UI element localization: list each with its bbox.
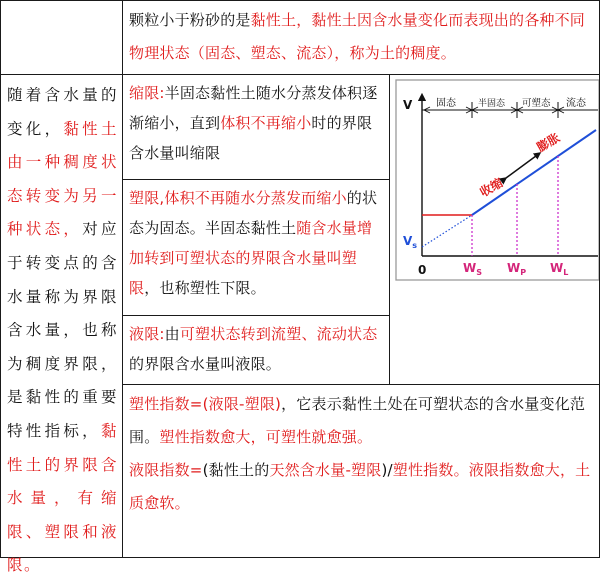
shrink-label: 收缩: [477, 175, 506, 200]
wp-label: $W_P$: [507, 261, 527, 277]
shrinkage-limit-text: [129, 78, 385, 168]
y-axis-label: V: [403, 98, 413, 112]
shrinkage-text-1: 半固态黏性土随水分蒸发体积逐渐缩小，直到: [129, 84, 378, 132]
liquidity-index-part-3: 天然含水量-塑限: [269, 461, 382, 479]
consistency-definition: [129, 4, 595, 70]
state-label-plastic: 可塑态: [522, 98, 551, 109]
indices-cell: [122, 384, 600, 558]
shrinkage-limit-cell: [122, 74, 390, 180]
summary-body: 对应于转变点的含水量称为界限含水量，也称为稠度界限，是黏性的重要特性指标，: [7, 220, 118, 440]
plastic-text-4: ，也称塑性下限。: [144, 279, 266, 297]
liquid-text-3: 的界限含水量叫液限。: [129, 355, 282, 373]
liquid-text-1: 由: [164, 325, 180, 343]
plasticity-index-note: 塑性指数愈大，可塑性就愈强。: [159, 428, 373, 446]
definition-text: 颗粒小于粉砂的是: [129, 11, 251, 29]
plasticity-index-formula: 塑性指数=(液限-塑限): [129, 395, 282, 413]
extrapolation-line: [422, 215, 472, 247]
liquidity-index-part-4: )/: [381, 461, 393, 479]
row1-empty-cell: [0, 0, 123, 75]
summary-highlight-2: 黏性土的界限含水量，有缩限、塑限和液限。: [7, 421, 118, 575]
plastic-limit-cell: [122, 179, 390, 316]
left-summary-cell: [0, 74, 123, 575]
liquidity-index-part-2: (黏性土的: [202, 461, 270, 479]
liquidity-index-note: 塑性指数。液限指数愈大，土质愈软。: [129, 461, 591, 512]
plastic-text-1: 体积不再随水分蒸发而缩小: [164, 189, 347, 207]
definition-highlight: 黏性土，黏性土因含水量变化而表现出的各种不同物理状态（固态、塑态、流态），称为土的稠度。: [129, 11, 586, 62]
plasticity-index-desc: ，它表示黏性土处在可塑状态的含水量变化范围。: [129, 395, 586, 446]
ws-label: $W_S$: [463, 261, 483, 277]
vs-label: $V_s$: [403, 234, 418, 250]
origin-label: 0: [418, 263, 427, 277]
wl-label: $W_L$: [550, 261, 569, 277]
shrink-expand-arrow: [506, 153, 540, 178]
plastic-text-2: 的状态为固态。半固态黏性土: [129, 189, 378, 237]
state-label-semisolid: 半固态: [478, 99, 506, 109]
volume-water-content-diagram: [390, 75, 599, 384]
chart-cell: [389, 74, 600, 385]
liquidity-index-text: [129, 454, 595, 520]
shrinkage-text-2: 体积不再缩小: [220, 114, 312, 132]
plastic-limit-label: 塑限,: [129, 189, 165, 207]
liquid-limit-label: 液限:: [129, 325, 165, 343]
liquidity-index-formula: 液限指数=: [129, 461, 203, 479]
row1-definition-cell: [122, 0, 600, 75]
liquid-limit-cell: [122, 315, 390, 385]
summary-intro: 随着含水量的变化，: [7, 86, 118, 138]
plastic-limit-text: [129, 183, 385, 303]
plastic-text-3: 随含水量增加转到可塑状态的界限含水量叫塑限: [129, 219, 373, 297]
plasticity-index-text: [129, 388, 595, 454]
atterberg-summary: [7, 79, 118, 583]
shrinkage-limit-label: 缩限:: [129, 84, 165, 102]
expand-label: 膨胀: [534, 130, 563, 155]
shrinkage-text-3: 时的界限含水量叫缩限: [129, 114, 373, 162]
summary-highlight-1: 黏性土由一种稠度状态转变为另一种状态，: [7, 119, 118, 239]
liquid-limit-text: [129, 319, 385, 379]
liquid-text-2: 可塑状态转到流塑、流动状态: [179, 325, 378, 343]
state-label-solid: 固态: [436, 98, 456, 109]
state-label-liquid: 流态: [566, 98, 586, 109]
